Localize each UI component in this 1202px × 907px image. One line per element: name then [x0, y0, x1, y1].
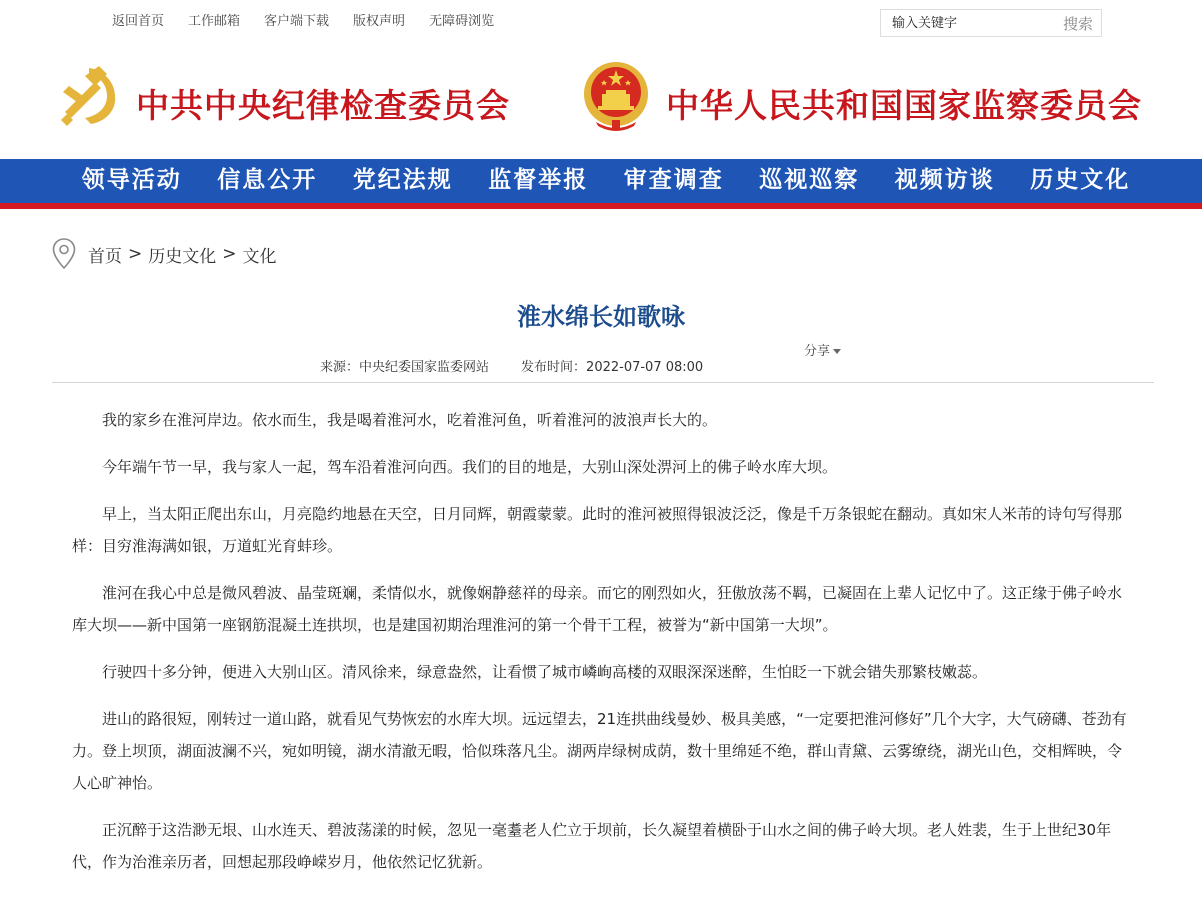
breadcrumb — [52, 238, 277, 270]
party-title: 中共中央纪律检查委员会 — [136, 86, 510, 125]
nav-history-culture[interactable]: 历史文化 — [1030, 166, 1131, 193]
divider — [52, 382, 1154, 383]
top-link-accessibility[interactable]: 无障碍浏览 — [429, 14, 495, 29]
article-body — [72, 404, 1134, 893]
article-meta — [320, 356, 703, 375]
top-link-client-download[interactable]: 客户端下载 — [264, 14, 330, 29]
national-title: 中华人民共和国国家监察委员会 — [666, 86, 1142, 125]
top-links — [112, 10, 518, 29]
nav-review-investigation[interactable]: 审查调查 — [623, 166, 724, 193]
breadcrumb-culture[interactable]: 文化 — [242, 246, 277, 267]
share-label: 分享 — [804, 344, 831, 359]
search-box — [880, 9, 1102, 37]
nav-leadership-activities[interactable]: 领导活动 — [81, 166, 182, 193]
article-paragraph: 进山的路很短，刚转过一道山路，就看见气势恢宏的水库大坝。远远望去，21连拱曲线曼妙、极具美感，“一定要把淮河修好”几个大字，大气磅礴、苍劲有力。登上坝顶，湖面波澜不兴，宛如明镜，湖水清澈无暇，恰似珠落凡尘。湖两岸绿树成荫，数十里绵延不绝，群山青黛、云雾缭绕，湖光山色，交相辉映，令人心旷神怡。 — [72, 710, 1127, 792]
article-paragraph: 今年端午节一早，我与家人一起，驾车沿着淮河向西。我们的目的地是，大别山深处淠河上的佛子岭水库大坝。 — [102, 458, 838, 476]
national-emblem-icon[interactable] — [582, 60, 650, 132]
article-paragraph: 早上，当太阳正爬出东山，月亮隐约地悬在天空，日月同辉，朝霞蒙蒙。此时的淮河被照得银波泛泛，像是千万条银蛇在翻动。真如宋人米芾的诗句写得那样：目穷淮海满如银，万道虹光育蚌珍。 — [72, 505, 1123, 555]
breadcrumb-history-culture[interactable]: 历史文化 — [148, 246, 217, 267]
top-link-copyright[interactable]: 版权声明 — [353, 14, 406, 29]
breadcrumb-separator: > — [222, 244, 237, 264]
article-paragraph: 行驶四十多分钟，便进入大别山区。清风徐来，绿意盎然，让看惯了城市嶙峋高楼的双眼深深迷醉，生怕眨一下就会错失那繁枝嫩蕊。 — [102, 663, 988, 681]
source-value: 中央纪委国家监委网站 — [359, 360, 490, 375]
breadcrumb-home[interactable]: 首页 — [88, 246, 122, 267]
top-link-mail[interactable]: 工作邮箱 — [188, 14, 241, 29]
top-link-home[interactable]: 返回首页 — [112, 14, 165, 29]
article-paragraph: 淮河在我心中总是微风碧波、晶莹斑斓，柔情似水，就像娴静慈祥的母亲。而它的刚烈如火，狂傲放荡不羁，已凝固在上辈人记忆中了。这正缘于佛子岭水库大坝——新中国第一座钢筋混凝土连拱坝，也是建国初期治理淮河的第一个骨干工程，被誉为“新中国第一大坝”。 — [72, 584, 1123, 634]
nav-inspection-tour[interactable]: 巡视巡察 — [759, 166, 860, 193]
time-label: 发布时间： — [521, 360, 587, 375]
party-emblem-icon[interactable] — [55, 62, 121, 128]
nav-supervision-report[interactable]: 监督举报 — [488, 166, 589, 193]
search-button[interactable]: 搜索 — [1062, 14, 1093, 33]
chevron-down-icon — [833, 349, 841, 354]
article-title: 淮水绵长如歌咏 — [517, 303, 685, 331]
nav-information-disclosure[interactable]: 信息公开 — [217, 166, 318, 193]
search-input[interactable] — [890, 15, 1044, 32]
main-nav — [0, 159, 1202, 203]
site-header — [0, 60, 1202, 140]
share-button[interactable] — [804, 340, 841, 359]
article-paragraph: 正沉醉于这浩渺无垠、山水连天、碧波荡漾的时候，忽见一毫耋老人伫立于坝前，长久凝望着横卧于山水之间的佛子岭大坝。老人姓裴，生于上世纪30年代，作为治淮亲历者，回想起那段峥嵘岁月，他依然记忆犹新。 — [72, 821, 1112, 871]
breadcrumb-separator: > — [128, 244, 143, 264]
nav-party-regulations[interactable]: 党纪法规 — [352, 166, 453, 193]
time-value: 2022-07-07 08:00 — [586, 360, 704, 375]
article-paragraph: 我的家乡在淮河岸边。依水而生，我是喝着淮河水，吃着淮河鱼，听着淮河的波浪声长大的。 — [102, 411, 718, 429]
nav-video-interview[interactable]: 视频访谈 — [894, 166, 995, 193]
location-pin-icon — [52, 238, 76, 270]
nav-red-stripe — [0, 203, 1202, 209]
source-label: 来源： — [320, 360, 360, 375]
